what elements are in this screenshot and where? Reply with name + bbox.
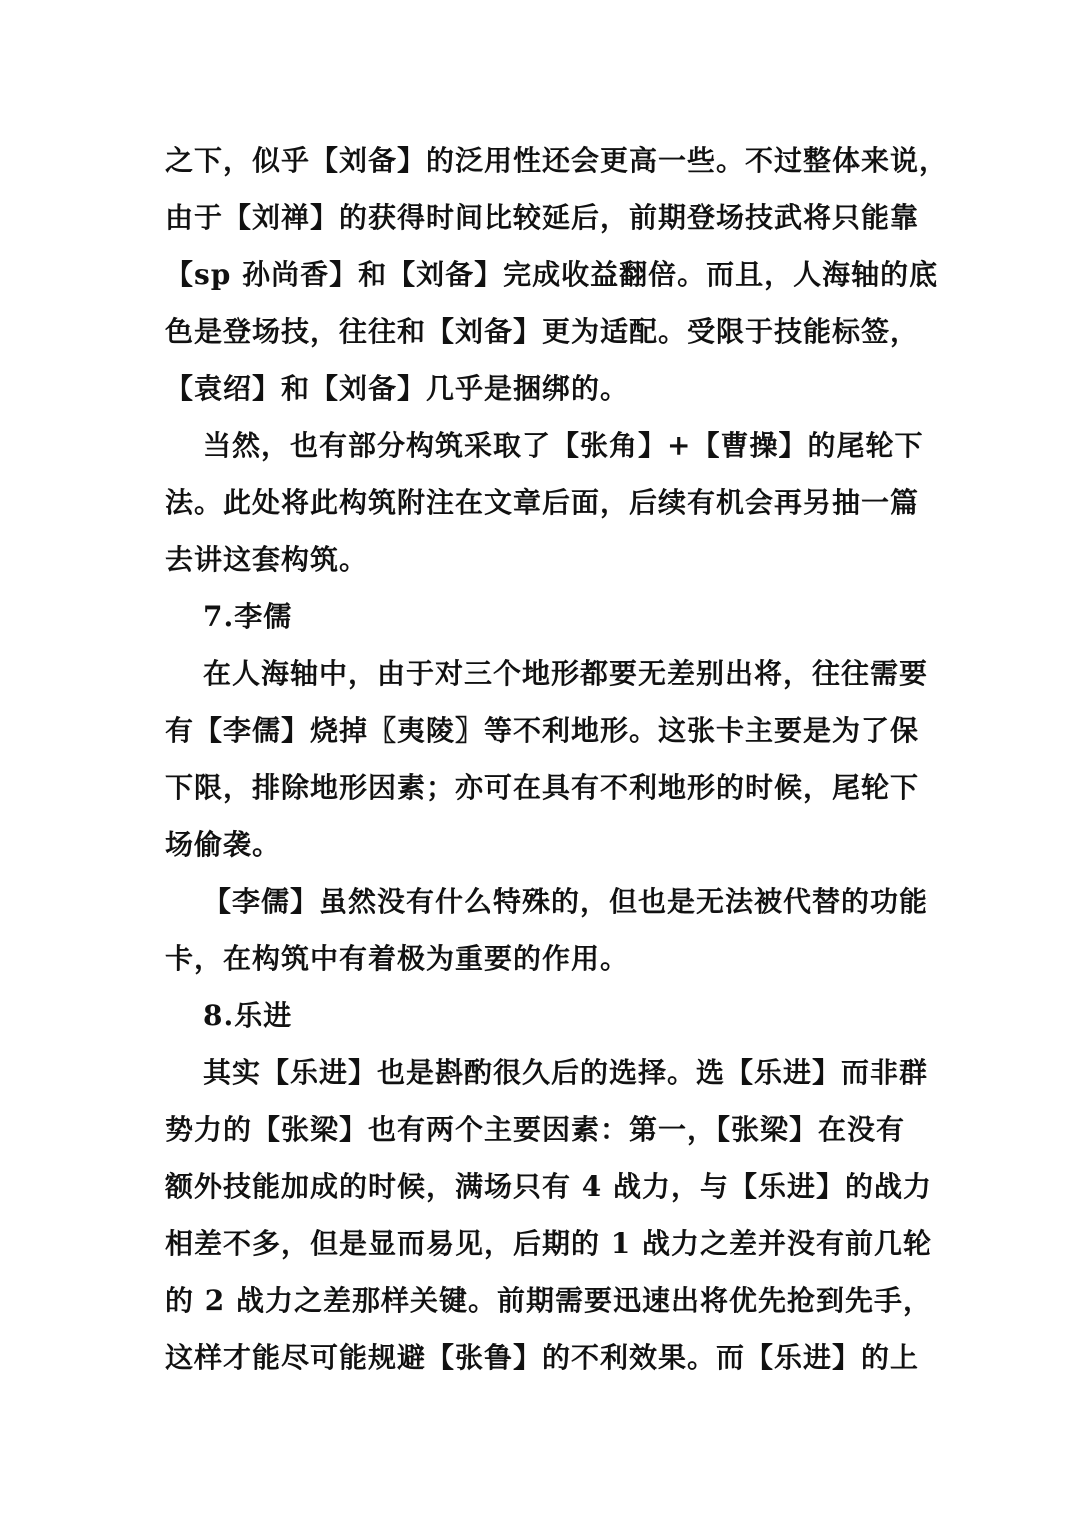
text-line: 卡，在构筑中有着极为重要的作用。: [165, 942, 630, 975]
section-heading: 7.李儒: [203, 600, 293, 633]
text-line: 去讲这套构筑。: [165, 543, 369, 576]
text-line: 【sp 孙尚香】和【刘备】完成收益翻倍。而且，人海轴的底: [165, 258, 939, 291]
text-line: 色是登场技，往往和【刘备】更为适配。受限于技能标签，: [165, 315, 920, 348]
text-line: 势力的【张梁】也有两个主要因素：第一，【张梁】在没有: [165, 1113, 906, 1146]
text-line: 相差不多，但是显而易见，后期的 1 战力之差并没有前几轮: [165, 1227, 932, 1260]
text-line: 之下，似乎【刘备】的泛用性还会更高一些。不过整体来说，: [165, 144, 949, 177]
section-heading: 8.乐进: [203, 999, 293, 1032]
text-line: 有【李儒】烧掉〖夷陵〗等不利地形。这张卡主要是为了保: [165, 714, 920, 747]
paragraph-start-line: 在人海轴中，由于对三个地形都要无差别出将，往往需要: [203, 657, 929, 690]
text-line: 法。此处将此构筑附注在文章后面，后续有机会再另抽一篇: [165, 486, 920, 519]
paragraph-start-line: 【李儒】虽然没有什么特殊的，但也是无法被代替的功能: [203, 885, 929, 918]
paragraph-start-line: 其实【乐进】也是斟酌很久后的选择。选【乐进】而非群: [203, 1056, 929, 1089]
text-line: 额外技能加成的时候，满场只有 4 战力，与【乐进】的战力: [165, 1170, 932, 1203]
text-line: 由于【刘禅】的获得时间比较延后，前期登场技武将只能靠: [165, 201, 920, 234]
text-line: 这样才能尽可能规避【张鲁】的不利效果。而【乐进】的上: [165, 1341, 920, 1374]
text-line: 场偷袭。: [165, 828, 282, 861]
text-line: 下限，排除地形因素；亦可在具有不利地形的时候，尾轮下: [165, 771, 920, 804]
paragraph-start-line: 当然，也有部分构筑采取了【张角】+【曹操】的尾轮下: [203, 429, 924, 462]
text-line: 的 2 战力之差那样关键。前期需要迅速出将优先抢到先手，: [165, 1284, 932, 1317]
article-body: [165, 132, 949, 1386]
text-line: 【袁绍】和【刘备】几乎是捆绑的。: [165, 372, 630, 405]
